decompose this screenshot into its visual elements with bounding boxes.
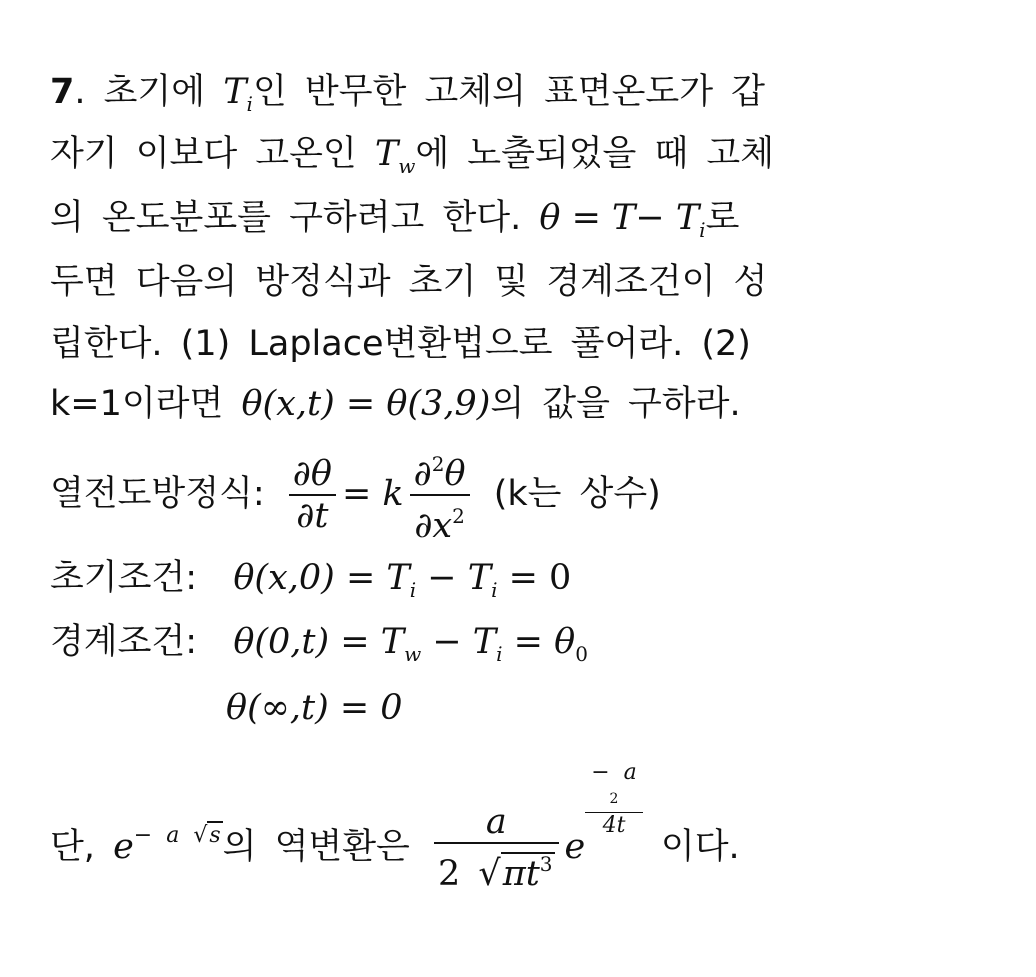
exp-minus-a: − a [133, 823, 180, 848]
line3-a: 의 온도분포를 구하려고 한다. [50, 198, 522, 238]
line6-a: k=1이라면 [50, 384, 224, 424]
partial: ∂ [413, 454, 432, 494]
bc-end: = θ [502, 622, 576, 662]
second-derivative-fraction [410, 444, 470, 546]
init-sub-i: i [409, 578, 417, 602]
frac-den: ∂t [296, 496, 329, 536]
den-pi-t: πt [502, 854, 540, 894]
line5: 립한다. (1) Laplace변환법으로 풀어라. (2) [50, 324, 751, 364]
sup-2: 2 [431, 452, 445, 476]
equals-k: = k [341, 474, 404, 514]
exponent-fraction [585, 760, 643, 839]
sup-2-den: 2 [452, 504, 465, 528]
bc-math: θ(0,t) = T [233, 622, 405, 662]
problem-line-2 [50, 132, 774, 188]
sub-w: w [398, 154, 416, 178]
problem-line-6 [50, 382, 741, 426]
bc-sub-0: 0 [575, 642, 588, 666]
partial-x: ∂x [414, 506, 453, 546]
bc-mid: − T [421, 622, 497, 662]
problem-line-4 [50, 260, 767, 304]
bc-sub-w: w [404, 642, 422, 666]
bc2-math: θ(∞,t) = 0 [226, 688, 403, 728]
exp2-den: 4t [602, 813, 626, 838]
frac-num: ∂θ [289, 454, 336, 496]
line2-b: 에 노출되었을 때 고체 [415, 134, 775, 174]
sub-i: i [246, 92, 253, 116]
line1-text: . 초기에 [74, 72, 206, 112]
heat-equation [50, 444, 661, 546]
transform-num: a [434, 802, 559, 844]
problem-line-3 [50, 196, 739, 252]
den-sup-3: 3 [539, 852, 553, 876]
problem-number: 7 [50, 72, 75, 112]
line2-a: 자기 이보다 고온인 [50, 134, 357, 174]
den-2: 2 [437, 854, 461, 894]
heat-label: 열전도방정식: [50, 474, 265, 514]
exp-e-2: e [564, 827, 586, 867]
theta-value-expr: θ(x,t) = θ(3,9) [241, 384, 491, 424]
sqrt-s: s [209, 823, 221, 848]
inverse-transform-note [50, 760, 740, 902]
note-mid: 의 역변환은 [222, 827, 410, 867]
bc-sub-i: i [496, 642, 503, 666]
bc-label: 경계조건: [50, 622, 198, 662]
var-Tw: T [374, 134, 399, 174]
note-prefix: 단, [50, 827, 95, 867]
dtheta-dt-fraction [289, 454, 336, 536]
line3-b: 로 [705, 198, 740, 238]
note-suffix: 이다. [660, 827, 740, 867]
init-label: 초기조건: [50, 558, 198, 598]
line1-rest: 인 반무한 고체의 표면온도가 갑 [252, 72, 765, 112]
line4: 두면 다음의 방정식과 초기 및 경계조건이 성 [50, 262, 768, 302]
exp-e: e [113, 827, 134, 867]
var-Ti: T [223, 72, 247, 112]
theta-definition: θ = T− T [539, 198, 700, 238]
init-end: = 0 [497, 558, 572, 598]
exp2-num: − a [591, 760, 637, 785]
boundary-condition-1 [50, 620, 588, 676]
exp-power: − a √s [133, 823, 221, 848]
init-sub-i-2: i [491, 578, 498, 602]
initial-condition [50, 556, 571, 612]
exp2-sup: 2 [609, 791, 619, 807]
problem-line-5 [50, 322, 751, 366]
boundary-condition-2 [226, 686, 403, 730]
init-math: θ(x,0) = T [233, 558, 410, 598]
init-mid: − T [416, 558, 492, 598]
heat-note: (k는 상수) [493, 474, 661, 514]
problem-line-1 [50, 70, 765, 126]
theta: θ [444, 454, 466, 494]
line6-b: 의 값을 구하라. [490, 384, 741, 424]
sub-i-2: i [699, 218, 706, 242]
transform-fraction: $\frac{a}{2 √\pi t^3}$ [434, 802, 559, 894]
